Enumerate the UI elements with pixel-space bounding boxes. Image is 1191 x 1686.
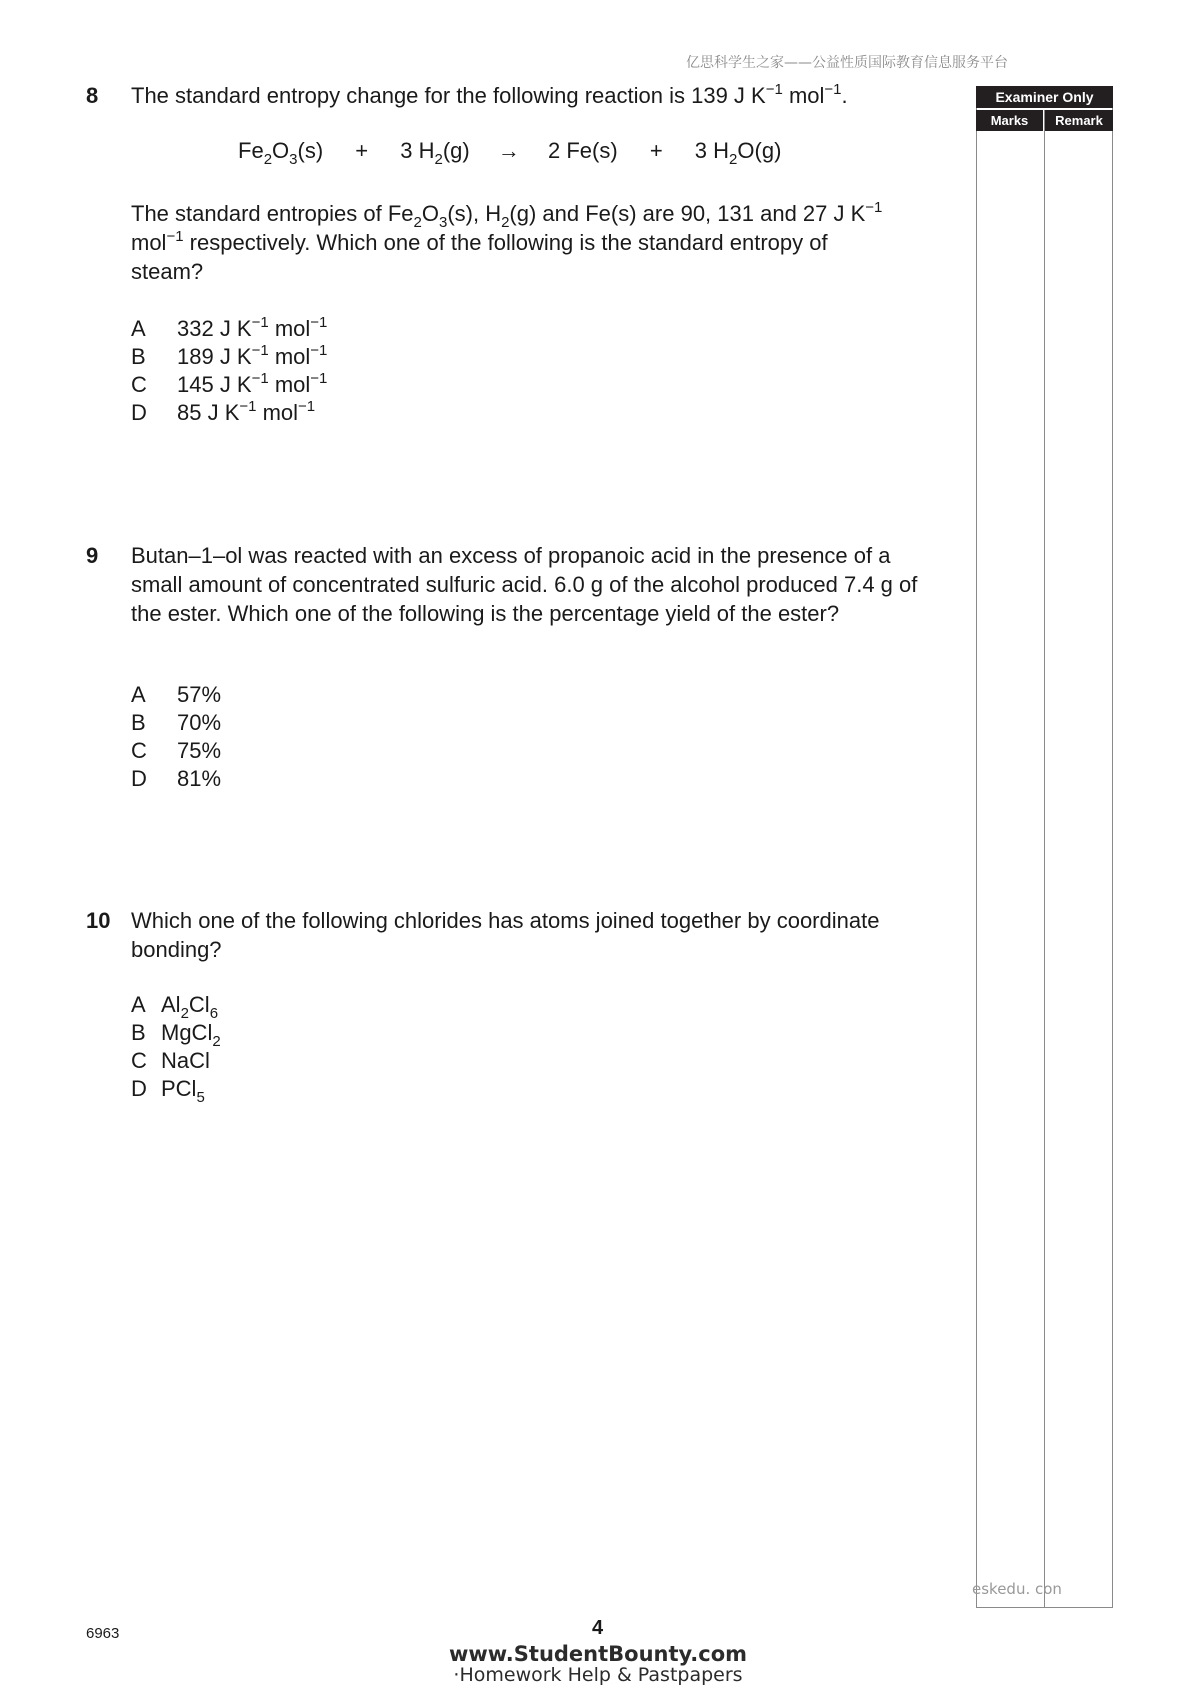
option-d[interactable]: D 85 J $K^{-1}$ mol$^{-1}$: [131, 398, 316, 425]
question-9-number: 9: [86, 543, 99, 568]
question-10-number: 10: [86, 908, 111, 933]
question-9-text: Butan–1–ol was reacted with an excess of propanoic acid in the presence of a small amount of concentrated sulfuric acid. 6.0 g of the alcohol produced 7.4 g of the ester. Which one of the following is the percentage yield of the ester?: [131, 543, 918, 626]
question-9-options: [131, 681, 221, 793]
logo-line-2: ·Homework Help & Pastpapers: [453, 1664, 743, 1686]
option-c[interactable]: C 145 J $K^{-1}$ mol$^{-1}$: [131, 370, 328, 397]
question-8-number: 8: [86, 83, 99, 108]
logo-line-1: www.StudentBounty.com: [448, 1642, 748, 1666]
question-8-options: [131, 315, 327, 427]
option-d[interactable]: D PCl$_5$: [131, 1076, 205, 1106]
option-c[interactable]: C NaCl: [131, 1048, 210, 1073]
option-b[interactable]: B 189 J $K^{-1}$ mol$^{-1}$: [131, 342, 328, 369]
header-text: 亿思科学生之家——公益性质国际教育信息服务平台: [686, 55, 1008, 71]
question-8-paragraph: The standard entropies of $Fe_2O_3(s)$, $H_2(g)$ and Fe(s) are 90, 131 and 27 J $K^{-1}$ mol$^{-1}$ respectively. Which one of the following is the standard entropy of steam?: [131, 199, 883, 284]
question-10-options: [131, 991, 221, 1106]
question-10-text: Which one of the following chlorides has atoms joined together by coordinate bonding?: [131, 908, 880, 962]
studentbounty-logo[interactable]: [448, 1643, 748, 1685]
examiner-divider: [1044, 110, 1045, 1607]
question-8-stem: The standard entropy change for the following reaction is 139 J $K^{-1}$ mol$^{-1}$.: [131, 81, 848, 108]
option-c[interactable]: C 75%: [131, 738, 222, 763]
option-b[interactable]: B MgCl$_2$: [131, 1020, 221, 1050]
watermark: eskedu. con: [972, 1580, 1062, 1598]
option-b[interactable]: B 70%: [131, 710, 222, 735]
marks-header: Marks: [976, 110, 1043, 131]
examiner-only-header: Examiner Only: [976, 86, 1113, 108]
paper-code: 6963: [86, 1625, 120, 1642]
page-number: 4: [592, 1617, 604, 1639]
remark-header: Remark: [1045, 110, 1113, 131]
option-a[interactable]: A 332 J $K^{-1}$ mol$^{-1}$: [131, 314, 328, 341]
option-d[interactable]: D 81%: [131, 766, 222, 791]
option-a[interactable]: A 57%: [131, 682, 222, 707]
question-8-equation: $Fe_2O_3(s) + 3$ $H_2(g) \to 2$ Fe(s) + 3 $H_2O(g)$: [238, 138, 782, 168]
option-a[interactable]: A $Al_2Cl_6$: [131, 992, 219, 1022]
